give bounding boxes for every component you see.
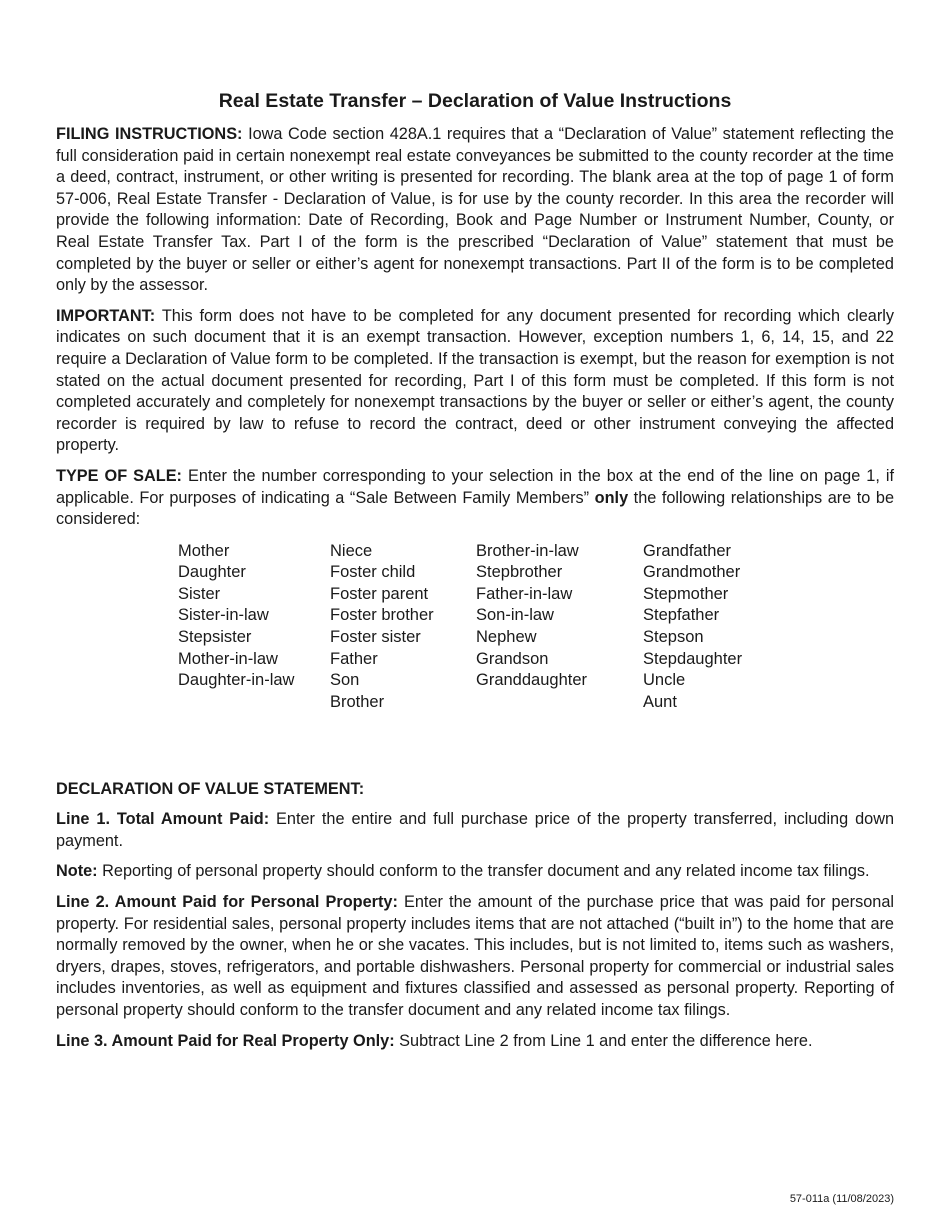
declaration-heading: DECLARATION OF VALUE STATEMENT: bbox=[56, 779, 365, 798]
relationship-item: Stepson bbox=[643, 628, 704, 647]
type-of-sale-paragraph bbox=[56, 466, 894, 531]
line1-label: Line 1. Total Amount Paid: bbox=[56, 810, 270, 829]
filing-instructions-text: Iowa Code section 428A.1 requires that a “Declaration of Value” statement reflecting the full consideration paid in certain nonexempt real estate conveyances be submitted to the county recorder at the time a deed, contract, instrument, or other writing is presented for recording. The blank area at the top of page 1 of form 57-006, Real Estate Transfer - Declaration of Value, is for use by the county recorder. In this area the recorder will provide the following information: Date of Recording, Book and Page Number or Instrument Number, County, or Real Estate Transfer Tax. Part I of the form is the prescribed “Declaration of Value” statement that must be completed by the buyer or seller or either’s agent for nonexempt transactions. Part II of the form is to be completed only by the assessor. bbox=[56, 125, 894, 295]
line3-label: Line 3. Amount Paid for Real Property Only: bbox=[56, 1031, 395, 1050]
note-label: Note: bbox=[56, 862, 98, 881]
relationships-column-3 bbox=[476, 541, 587, 692]
relationship-item: Sister-in-law bbox=[178, 606, 269, 625]
line3-text: Subtract Line 2 from Line 1 and enter the difference here. bbox=[394, 1031, 813, 1050]
relationships-column-4 bbox=[643, 541, 742, 714]
relationship-item: Daughter-in-law bbox=[178, 671, 295, 690]
relationship-item: Father bbox=[330, 649, 378, 668]
relationship-item: Stepdaughter bbox=[643, 649, 743, 668]
line1-text: Enter the entire and full purchase price of the property transferred, including down payment. bbox=[56, 810, 895, 850]
relationships-column-2 bbox=[330, 541, 434, 714]
document-title: Real Estate Transfer – Declaration of Value Instructions bbox=[218, 90, 732, 112]
relationship-item: Daughter bbox=[178, 563, 246, 582]
line2-text: Enter the amount of the purchase price that was paid for personal property. For residential sales, personal property includes items that are not attached (“built in”) to the home that are normally removed by the owner, when he or she vacates. This includes, but is not limited to, items such as washers, dryers, drapes, stoves, refrigerators, and portable dishwashers. Personal property for commercial or industrial sales includes inventories, as well as equipment and fixtures classified and assessed as personal property. Reporting of personal property should conform to the transfer document and any related income tax filings. bbox=[56, 893, 894, 1020]
relationship-item: Nephew bbox=[476, 628, 537, 647]
relationship-item: Father-in-law bbox=[476, 584, 573, 603]
note-text: Reporting of personal property should conform to the transfer document and any related income tax filings. bbox=[97, 862, 870, 881]
relationship-item: Son-in-law bbox=[476, 606, 554, 625]
relationship-item: Foster parent bbox=[330, 584, 429, 603]
relationship-item: Uncle bbox=[643, 671, 686, 690]
important-label: IMPORTANT: bbox=[56, 306, 156, 325]
relationship-item: Grandfather bbox=[643, 541, 732, 560]
relationship-item: Granddaughter bbox=[476, 671, 587, 690]
relationship-item: Stepbrother bbox=[476, 563, 563, 582]
type-of-sale-emphasis: only bbox=[594, 488, 629, 507]
line3-paragraph bbox=[56, 1031, 894, 1053]
relationship-item: Foster brother bbox=[330, 606, 434, 625]
relationship-item: Mother bbox=[178, 541, 230, 560]
relationship-item: Foster child bbox=[330, 563, 416, 582]
relationship-item: Stepmother bbox=[643, 584, 729, 603]
relationships-list bbox=[56, 541, 894, 759]
filing-instructions-label: FILING INSTRUCTIONS: bbox=[56, 125, 243, 143]
type-of-sale-text-after: the following relationships are to be considered: bbox=[56, 488, 894, 529]
line2-paragraph bbox=[56, 892, 894, 1022]
relationship-item: Brother-in-law bbox=[476, 541, 579, 560]
relationship-item: Grandmother bbox=[643, 563, 741, 582]
line2-label: Line 2. Amount Paid for Personal Property: bbox=[56, 893, 398, 912]
relationship-item: Son bbox=[330, 671, 360, 690]
relationship-item: Stepfather bbox=[643, 606, 720, 625]
relationship-item: Aunt bbox=[643, 692, 677, 711]
relationship-item: Foster sister bbox=[330, 628, 421, 647]
relationships-column-1 bbox=[178, 541, 294, 692]
relationship-item: Grandson bbox=[476, 649, 549, 668]
note-paragraph bbox=[56, 861, 894, 883]
line1-paragraph bbox=[56, 809, 894, 852]
filing-instructions-paragraph bbox=[56, 124, 894, 297]
type-of-sale-text-before: Enter the number corresponding to your selection in the box at the end of the line on page 1, if applicable. For purposes of indicating a “Sale Between Family Members” bbox=[56, 466, 894, 507]
important-text: This form does not have to be completed for any document presented for recording which clearly indicates on such document that it is an exempt transaction. However, exception numbers 1, 6, 14, 15, and 22 require a Declaration of Value form to be completed. If the transaction is exempt, but the reason for exemption is not stated on the actual document presented for recording, Part I of this form must be completed. If this form is not completed accurately and completely for nonexempt transactions by the buyer or seller or either’s agent, the county recorder is required by law to refuse to record the contract, deed or other instrument conveying the affected property. bbox=[56, 306, 894, 455]
form-number-footer: 57-011a (11/08/2023) bbox=[789, 1193, 894, 1205]
relationship-item: Sister bbox=[178, 584, 221, 603]
relationship-item: Stepsister bbox=[178, 628, 252, 647]
type-of-sale-label: TYPE OF SALE: bbox=[56, 466, 182, 485]
important-paragraph bbox=[56, 306, 894, 457]
relationship-item: Niece bbox=[330, 541, 373, 560]
relationship-item: Brother bbox=[330, 692, 385, 711]
relationship-item: Mother-in-law bbox=[178, 649, 278, 668]
document-page bbox=[56, 88, 894, 1061]
